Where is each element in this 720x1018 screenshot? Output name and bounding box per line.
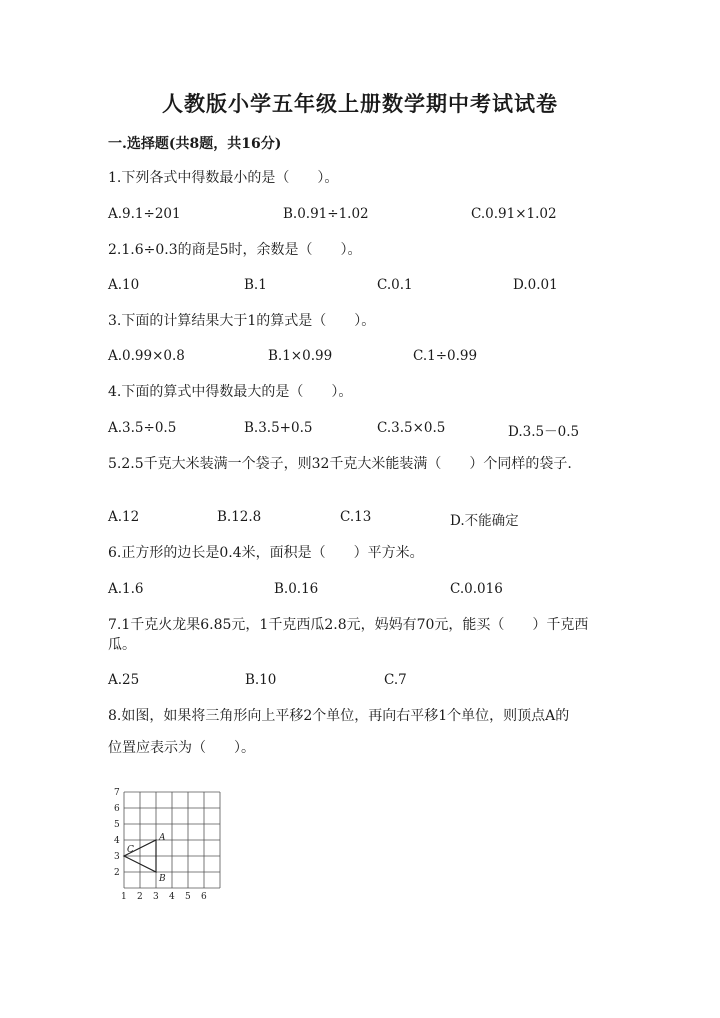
q5-option-a: A.12: [108, 509, 140, 525]
vertex-label-b: B: [159, 874, 166, 884]
q2-option-a: A.10: [108, 277, 140, 293]
question-4: 4.下面的算式中得数最大的是（ ）。: [108, 384, 353, 400]
question-6: 6.正方形的边长是0.4米，面积是（ ）平方米。: [108, 545, 424, 561]
x-axis-tick-labels: [121, 892, 207, 902]
q1-option-b: B.0.91÷1.02: [283, 206, 369, 222]
q4-option-c: C.3.5×0.5: [377, 420, 446, 436]
vertex-label-c: C: [127, 845, 134, 855]
question-5: 5.2.5千克大米装满一个袋子，则32千克大米能装满（ ）个同样的袋子.: [108, 456, 572, 472]
q4-option-a: A.3.5÷0.5: [108, 420, 177, 436]
q2-option-c: C.0.1: [377, 277, 413, 293]
q6-option-b: B.0.16: [274, 581, 319, 597]
vertex-labels: [127, 833, 166, 884]
y-tick-label: 7: [114, 788, 120, 798]
q4-option-b: B.3.5+0.5: [244, 420, 313, 436]
q5-option-c: C.13: [340, 509, 372, 525]
q4-option-d: D.3.5－0.5: [508, 424, 580, 440]
q1-option-a: A.9.1÷201: [108, 206, 181, 222]
q5-option-b: B.12.8: [217, 509, 262, 525]
question-8-continued: 位置应表示为（ ）。: [108, 740, 255, 756]
grid-svg: [112, 788, 222, 906]
q2-option-b: B.1: [244, 277, 267, 293]
q3-option-a: A.0.99×0.8: [108, 348, 185, 364]
question-7: 7.1千克火龙果6.85元，1千克西瓜2.8元，妈妈有70元，能买（ ）千克西瓜。: [108, 617, 589, 653]
page-title: 人教版小学五年级上册数学期中考试试卷: [162, 91, 558, 116]
question-8: 8.如图，如果将三角形向上平移2个单位，再向右平移1个单位，则顶点A的: [108, 708, 570, 724]
question-1: 1.下列各式中得数最小的是（ ）。: [108, 170, 339, 186]
q6-option-a: A.1.6: [108, 581, 144, 597]
q7-option-c: C.7: [384, 672, 407, 688]
section-heading: 一.选择题(共8题，共16分): [108, 136, 282, 152]
y-tick-label: 2: [114, 868, 120, 878]
x-tick-label: 5: [185, 892, 191, 902]
y-tick-label: 6: [114, 804, 120, 814]
x-tick-label: 3: [153, 892, 159, 902]
question-3: 3.下面的计算结果大于1的算式是（ ）。: [108, 313, 376, 329]
q7-option-b: B.10: [245, 672, 277, 688]
q5-option-d: D.不能确定: [450, 513, 519, 529]
y-tick-label: 4: [114, 836, 120, 846]
q2-option-d: D.0.01: [513, 277, 558, 293]
q6-option-c: C.0.016: [450, 581, 503, 597]
question-2: 2.1.6÷0.3的商是5时，余数是（ ）。: [108, 242, 362, 258]
y-tick-label: 5: [114, 820, 120, 830]
coordinate-grid-figure: [112, 788, 222, 906]
q3-option-b: B.1×0.99: [268, 348, 333, 364]
q1-option-c: C.0.91×1.02: [471, 206, 557, 222]
q7-option-a: A.25: [108, 672, 140, 688]
x-tick-label: 6: [201, 892, 207, 902]
x-tick-label: 1: [121, 892, 127, 902]
q3-option-c: C.1÷0.99: [413, 348, 478, 364]
y-tick-label: 3: [114, 852, 120, 862]
x-tick-label: 2: [137, 892, 143, 902]
vertex-label-a: A: [159, 833, 166, 843]
x-tick-label: 4: [169, 892, 175, 902]
y-axis-tick-labels: [114, 788, 120, 878]
grid-lines: [124, 792, 220, 888]
